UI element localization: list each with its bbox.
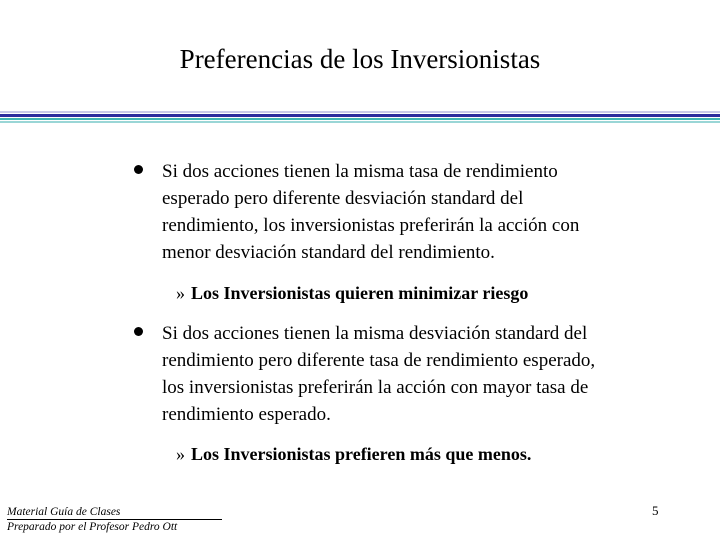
bullet-text: Si dos acciones tienen la misma tasa de rendimiento esperado pero diferente desviación standard del rendimiento, los inversionistas preferirán la acción con menor desviación standard del rendimiento. — [162, 161, 580, 263]
title-divider-light — [0, 111, 720, 113]
footer-author: Preparado por el Profesor Pedro Ott — [7, 521, 178, 533]
sub-bullet-item — [176, 283, 528, 304]
slide-title: Preferencias de los Inversionistas — [179, 44, 541, 74]
bullet-dot-icon — [134, 165, 143, 174]
footer — [7, 505, 222, 534]
bullet-dot-icon — [134, 327, 143, 336]
bullet-item — [134, 320, 654, 428]
sub-bullet-text: Los Inversionistas quieren minimizar riesgo — [191, 283, 529, 303]
bullet-text: Si dos acciones tienen la misma desviación standard del rendimiento pero diferente tasa de rendimiento esperado, los inversionistas preferirán la acción con mayor tasa de rendimiento esperado. — [162, 323, 596, 425]
title-divider-light-teal — [0, 121, 720, 123]
sub-bullet-text: Los Inversionistas prefieren más que menos. — [191, 444, 532, 464]
sub-bullet-marker: » — [176, 444, 185, 464]
title-divider-teal — [0, 118, 720, 120]
page-number: 5 — [652, 503, 659, 518]
footer-course: Material Guía de Clases — [7, 505, 222, 520]
sub-bullet-item — [176, 444, 531, 465]
sub-bullet-marker: » — [176, 283, 185, 303]
bullet-item — [134, 158, 654, 266]
title-divider-navy — [0, 114, 720, 117]
